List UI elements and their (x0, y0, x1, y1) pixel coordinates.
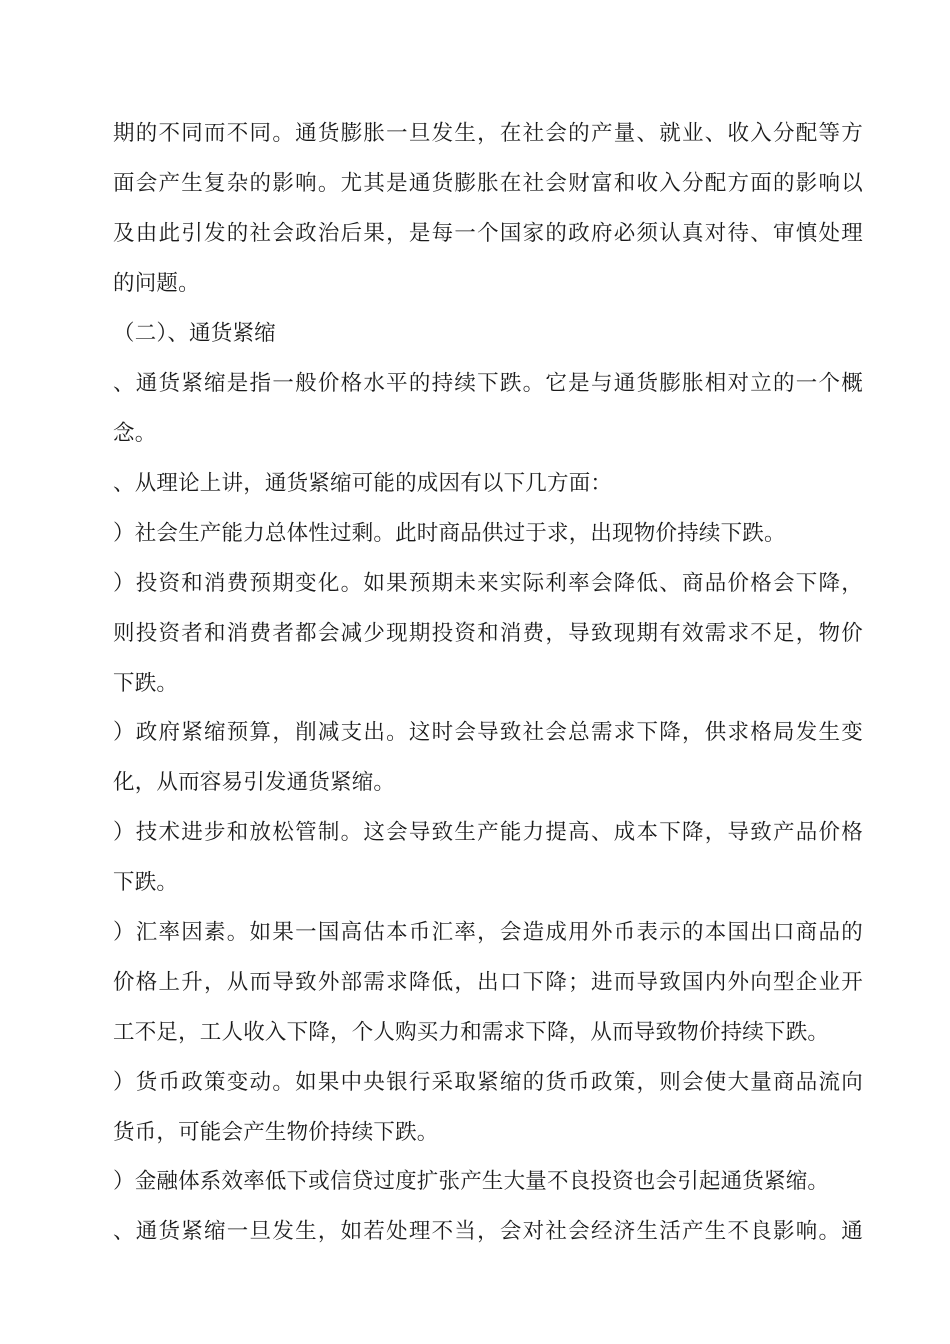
paragraph-line: 期的不同而不同。通货膨胀一旦发生，在社会的产量、就业、收入分配等方 (113, 121, 863, 146)
list-item-line: ）社会生产能力总体性过剩。此时商品供过于求，出现物价持续下跌。 (113, 521, 786, 546)
paragraph-line: 念。 (113, 421, 157, 446)
list-item-line: 工不足，工人收入下降，个人购买力和需求下降，从而导致物价持续下跌。 (113, 1020, 830, 1045)
paragraph-line: 及由此引发的社会政治后果，是每一个国家的政府必须认真对待、审慎处理 (113, 221, 863, 246)
paragraph-line: 、通货紧缩一旦发生，如若处理不当，会对社会经济生活产生不良影响。通 (113, 1219, 863, 1244)
paragraph-line: 、通货紧缩是指一般价格水平的持续下跌。它是与通货膨胀相对立的一个概 (113, 371, 863, 396)
list-item-line: ）政府紧缩预算，削减支出。这时会导致社会总需求下降，供求格局发生变 (113, 720, 863, 745)
section-heading: （二）、通货紧缩 (113, 321, 276, 346)
list-item-line: 下跌。 (113, 671, 179, 696)
paragraph-line: 的问题。 (113, 271, 200, 296)
paragraph-line: 面会产生复杂的影响。尤其是通货膨胀在社会财富和收入分配方面的影响以 (113, 171, 863, 196)
list-item-line: 则投资者和消费者都会减少现期投资和消费，导致现期有效需求不足，物价 (113, 621, 863, 646)
list-item-line: 化，从而容易引发通货紧缩。 (113, 770, 396, 795)
list-item-line: ）技术进步和放松管制。这会导致生产能力提高、成本下降，导致产品价格 (113, 820, 863, 845)
list-item-line: 货币，可能会产生物价持续下跌。 (113, 1120, 439, 1145)
list-item-line: ）投资和消费预期变化。如果预期未来实际利率会降低、商品价格会下降， (113, 571, 863, 596)
list-item-line: ）金融体系效率低下或信贷过度扩张产生大量不良投资也会引起通货紧缩。 (113, 1169, 830, 1194)
list-item-line: ）汇率因素。如果一国高估本币汇率，会造成用外币表示的本国出口商品的 (113, 920, 863, 945)
list-item-line: 下跌。 (113, 870, 179, 895)
paragraph-line: 、从理论上讲，通货紧缩可能的成因有以下几方面： (113, 471, 613, 496)
list-item-line: 价格上升，从而导致外部需求降低，出口下降；进而导致国内外向型企业开 (113, 970, 863, 995)
list-item-line: ）货币政策变动。如果中央银行采取紧缩的货币政策，则会使大量商品流向 (113, 1070, 863, 1095)
